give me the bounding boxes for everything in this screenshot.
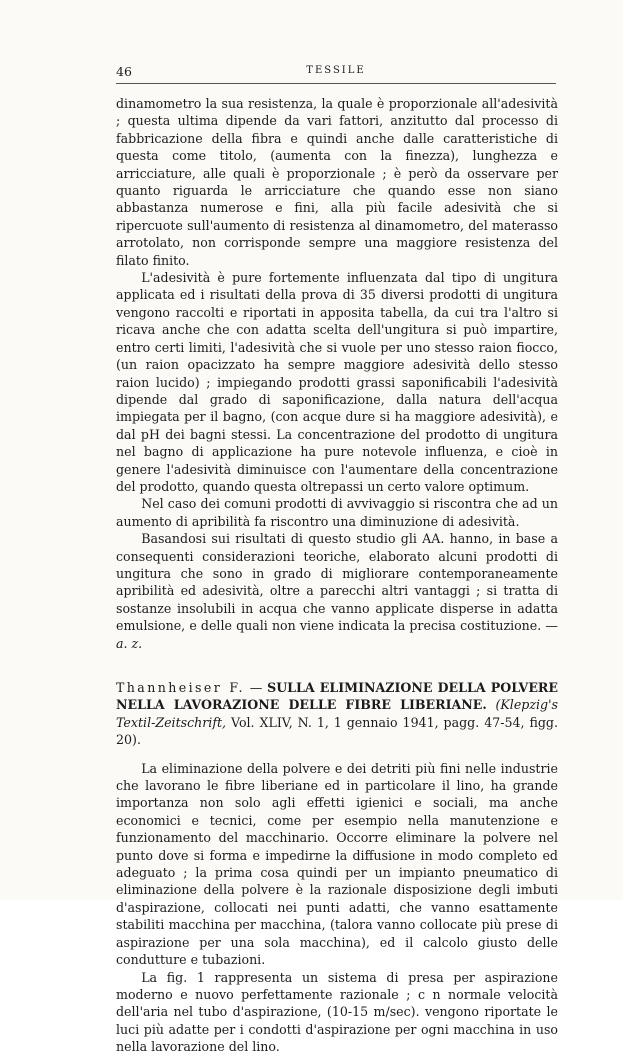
- body-text: [116, 95, 558, 1056]
- paragraph: dinamometro la sua resistenza, la quale è proporzionale all'adesività ; questa ultima dipende da vari fattori, anzitutto dal processo di fabbricazione della fibra e quindi anche dalle caratteristiche di questa come titolo, (aumenta con la finezza), lunghezza e arricciature, alle quali è proporzionale ; è però da osservare per quanto riguarda le arricciature che quando esse non siano abbastanza numerose e fini, alla più facile adesività che si ripercuote sull'aumento di resistenza al dinamometro, del materasso arrotolato, non corrisponde sempre una maggiore resistenza del filato finito.: [116, 96, 558, 268]
- page-number: 46: [116, 64, 132, 79]
- entry-author: Thannheiser F.: [116, 680, 245, 695]
- paragraph-text: Basandosi sui risultati di questo studio gli AA. hanno, in base a consequenti considerazioni teoriche, elaborato alcuni prodotti di ungitura che sono in grado di migliorare contemporaneamente apribilità ed adesività, oltre a parecchi altri vantaggi ; si tratta di sostanze insolubili in acqua che vanno applicate disperse in adatta emulsione, e delle quali non viene indicata la precisa costituzione. —: [116, 531, 558, 634]
- paragraph: L'adesività è pure fortemente influenzata dal tipo di ungitura applicata ed i risultati della prova di 35 diversi prodotti di ungitura vengono raccolti e riportati in apposita tabella, da cui tra l'altro si ricava anche che con adatta scelta dell'ungitura si può impartire, entro certi limiti, l'adesività che si vuole per uno stesso raion fiocco, (un raion opacizzato ha sempre maggiore adesività dello stesso raion lucido) ; impiegando prodotti grassi saponificabili l'adesività dipende dal grado di saponificazione, dalla natura dell'acqua impiegata per il bagno, (con acque dure si ha maggiore adesività), e dal pH dei bagni stessi. La concentrazione del prodotto di ungitura nel bagno di applicazione ha pure notevole influenza, e cioè in genere l'adesività diminuisce con l'aumentare della concentrazione del prodotto, quando questa oltrepassi un certo valore optimum.: [116, 270, 558, 494]
- running-head: TESSILE: [306, 65, 366, 76]
- entry-citation: Vol. XLIV, N. 1, 1 gennaio 1941, pagg. 47-54, figg. 20).: [116, 714, 558, 748]
- entry-dash: —: [249, 680, 263, 695]
- paragraph: La eliminazione della polvere e dei detriti più fini nelle industrie che lavorano le fibre liberiane ed in particolare il lino, ha grande importanza non solo agli effetti igienici e sociali, ma anche economici e tecnici, come per esempio nella manutenzione e funzionamento del macchinario. Occorre eliminare la polvere nel punto dove si forma e impedirne la diffusione in modo completo ed adeguato ; la prima cosa quindi per un impianto pneumatico di eliminazione della polvere è la razionale disposizione degli imbuti d'aspirazione, collocati nei punti adatti, che vanno esattamente stabiliti macchina per macchina, (talora vanno collocate più prese di aspirazione per una sola macchina), ed il calcolo giusto delle condutture e tubazioni.: [116, 760, 558, 968]
- author-initials: a. z.: [116, 635, 143, 651]
- page-header: [116, 64, 556, 80]
- paragraph: Nel caso dei comuni prodotti di avvivaggio si riscontra che ad un aumento di apribilità fa riscontro una diminuzione di adesività.: [116, 496, 558, 529]
- paragraph-with-signature: [116, 530, 558, 652]
- entry-source: (Klepzig's Textil-Zeitschrift,: [116, 697, 558, 730]
- header-rule: [116, 83, 556, 84]
- entry-title: SULLA ELIMINAZIONE DELLA POLVERE NELLA LAVORAZIONE DELLE FIBRE LIBERIANE.: [116, 680, 558, 713]
- section-gap: [116, 652, 558, 679]
- paragraph: La fig. 1 rappresenta un sistema di presa per aspirazione moderno e nuovo perfettamente razionale ; c n normale velocità dell'aria nel tubo d'aspirazione, (10-15 m/sec). vengono riportate le luci più adatte per i condotti d'aspirazione per ogni macchina in uso nella lavorazione del lino.: [116, 969, 558, 1055]
- bibliographic-entry: [116, 679, 558, 749]
